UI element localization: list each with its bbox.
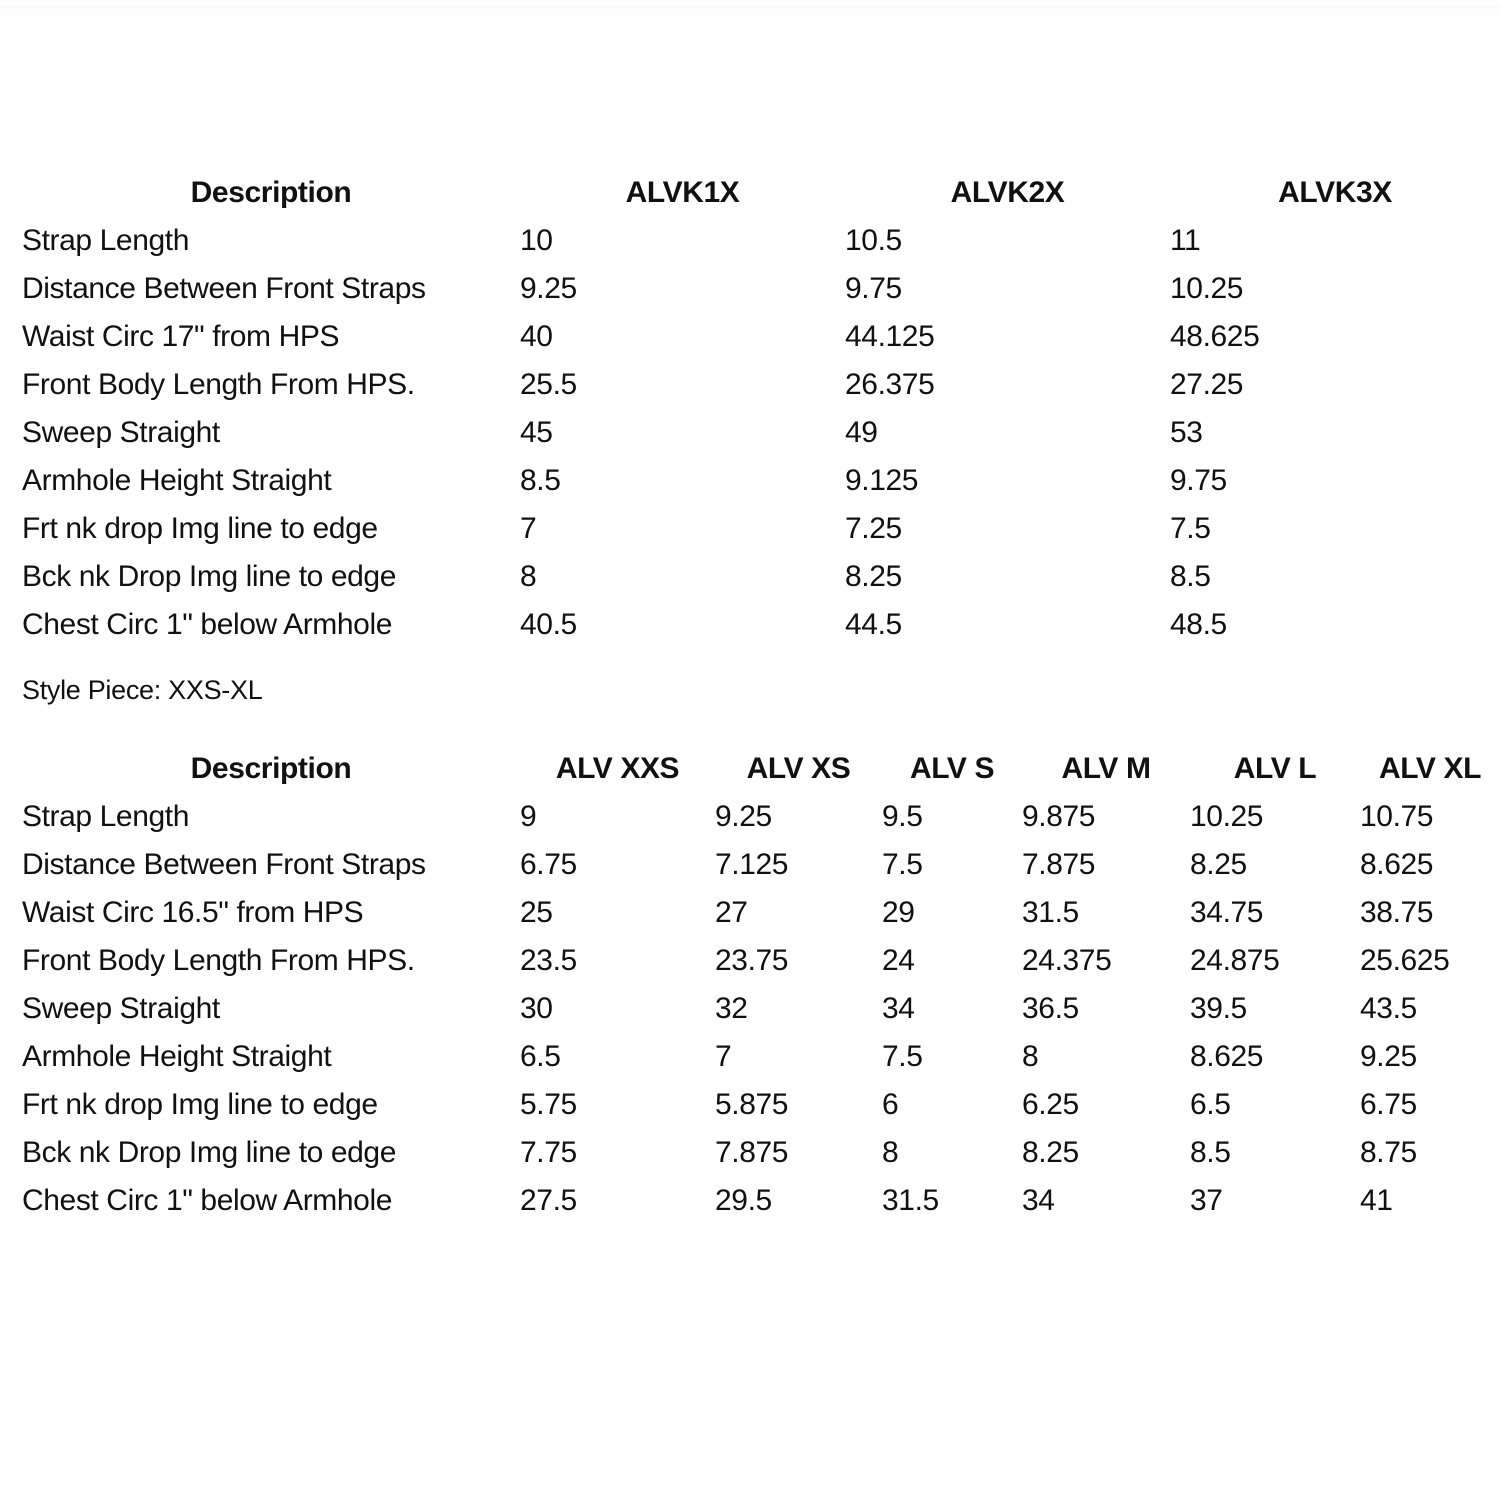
cell-value: 11 <box>1170 224 1201 257</box>
cell-value: 7.5 <box>882 1040 923 1073</box>
cell-value: 7.75 <box>520 1136 577 1169</box>
cell-value: 37 <box>1190 1184 1223 1217</box>
cell-value: 32 <box>715 992 748 1025</box>
cell-value: 7.5 <box>1170 512 1211 545</box>
column-header: Description <box>190 752 352 785</box>
cell-value: 38.75 <box>1360 896 1434 929</box>
column-header: ALVK3X <box>1278 176 1392 209</box>
cell-value: 44.5 <box>845 608 902 641</box>
cell-value: 43.5 <box>1360 992 1417 1025</box>
row-label: Bck nk Drop Img line to edge <box>22 1136 396 1169</box>
cell-value: 6.75 <box>520 848 577 881</box>
cell-value: 8.625 <box>1190 1040 1264 1073</box>
regular-size-measurement-table <box>0 745 1500 1225</box>
cell-value: 9.75 <box>845 272 902 305</box>
cell-value: 8 <box>520 560 537 593</box>
row-label: Chest Circ 1" below Armhole <box>22 1184 393 1217</box>
column-header: ALV XXS <box>555 752 680 785</box>
column-header: ALV S <box>909 752 995 785</box>
style-piece-label: Style Piece: XXS-XL <box>22 675 263 705</box>
cell-value: 34 <box>882 992 915 1025</box>
cell-value: 8 <box>1022 1040 1039 1073</box>
cell-value: 48.625 <box>1170 320 1260 353</box>
column-header: ALV XS <box>746 752 851 785</box>
cell-value: 53 <box>1170 416 1203 449</box>
cell-value: 7.875 <box>1022 848 1096 881</box>
cell-value: 29 <box>882 896 915 929</box>
row-label: Armhole Height Straight <box>22 464 332 497</box>
cell-value: 8 <box>882 1136 899 1169</box>
cell-value: 24 <box>882 944 915 977</box>
cell-value: 6.75 <box>1360 1088 1417 1121</box>
cell-value: 10 <box>520 224 553 257</box>
cell-value: 40 <box>520 320 553 353</box>
row-label: Front Body Length From HPS. <box>22 368 415 401</box>
column-header: ALV L <box>1233 752 1317 785</box>
cell-value: 8.625 <box>1360 848 1434 881</box>
cell-value: 27 <box>715 896 748 929</box>
column-header: ALV XL <box>1378 752 1482 785</box>
cell-value: 34.75 <box>1190 896 1264 929</box>
cell-value: 44.125 <box>845 320 935 353</box>
cell-value: 39.5 <box>1190 992 1247 1025</box>
cell-value: 40.5 <box>520 608 577 641</box>
row-label: Strap Length <box>22 224 189 257</box>
cell-value: 7.875 <box>715 1136 789 1169</box>
cell-value: 8.75 <box>1360 1136 1417 1169</box>
cell-value: 6.5 <box>520 1040 561 1073</box>
cell-value: 9.75 <box>1170 464 1227 497</box>
cell-value: 45 <box>520 416 553 449</box>
cell-value: 24.375 <box>1022 944 1112 977</box>
scan-artifact-band <box>0 6 1500 20</box>
row-label: Sweep Straight <box>22 416 220 449</box>
cell-value: 48.5 <box>1170 608 1227 641</box>
cell-value: 23.75 <box>715 944 789 977</box>
cell-value: 5.75 <box>520 1088 577 1121</box>
cell-value: 49 <box>845 416 878 449</box>
plus-size-measurement-table <box>0 169 1500 649</box>
cell-value: 26.375 <box>845 368 935 401</box>
cell-value: 9.125 <box>845 464 919 497</box>
row-label: Bck nk Drop Img line to edge <box>22 560 396 593</box>
cell-value: 8.5 <box>1170 560 1211 593</box>
row-label: Waist Circ 16.5" from HPS <box>22 896 364 929</box>
row-label: Distance Between Front Straps <box>22 272 426 305</box>
column-header: ALV M <box>1061 752 1151 785</box>
column-header: Description <box>190 176 352 209</box>
cell-value: 25.625 <box>1360 944 1450 977</box>
cell-value: 27.25 <box>1170 368 1244 401</box>
cell-value: 9.25 <box>715 800 772 833</box>
row-label: Sweep Straight <box>22 992 220 1025</box>
cell-value: 8.25 <box>845 560 902 593</box>
cell-value: 27.5 <box>520 1184 577 1217</box>
cell-value: 34 <box>1022 1184 1055 1217</box>
cell-value: 7.25 <box>845 512 902 545</box>
cell-value: 7 <box>520 512 537 545</box>
cell-value: 30 <box>520 992 553 1025</box>
cell-value: 10.75 <box>1360 800 1434 833</box>
cell-value: 23.5 <box>520 944 577 977</box>
cell-value: 6.25 <box>1022 1088 1079 1121</box>
cell-value: 10.5 <box>845 224 902 257</box>
cell-value: 10.25 <box>1190 800 1264 833</box>
cell-value: 9.5 <box>882 800 923 833</box>
cell-value: 25.5 <box>520 368 577 401</box>
cell-value: 31.5 <box>882 1184 939 1217</box>
cell-value: 24.875 <box>1190 944 1280 977</box>
cell-value: 9.875 <box>1022 800 1096 833</box>
cell-value: 6 <box>882 1088 899 1121</box>
row-label: Distance Between Front Straps <box>22 848 426 881</box>
cell-value: 8.5 <box>1190 1136 1231 1169</box>
cell-value: 7 <box>715 1040 732 1073</box>
row-label: Frt nk drop Img line to edge <box>22 512 378 545</box>
row-label: Strap Length <box>22 800 189 833</box>
cell-value: 9 <box>520 800 537 833</box>
row-label: Chest Circ 1" below Armhole <box>22 608 393 641</box>
cell-value: 7.125 <box>715 848 789 881</box>
row-label: Front Body Length From HPS. <box>22 944 415 977</box>
cell-value: 5.875 <box>715 1088 789 1121</box>
cell-value: 8.5 <box>520 464 561 497</box>
cell-value: 10.25 <box>1170 272 1244 305</box>
row-label: Waist Circ 17" from HPS <box>22 320 340 353</box>
cell-value: 8.25 <box>1022 1136 1079 1169</box>
cell-value: 6.5 <box>1190 1088 1231 1121</box>
cell-value: 9.25 <box>1360 1040 1417 1073</box>
column-header: ALVK2X <box>950 176 1065 209</box>
column-header: ALVK1X <box>625 176 740 209</box>
cell-value: 7.5 <box>882 848 923 881</box>
cell-value: 25 <box>520 896 553 929</box>
cell-value: 8.25 <box>1190 848 1247 881</box>
cell-value: 29.5 <box>715 1184 772 1217</box>
cell-value: 41 <box>1360 1184 1393 1217</box>
cell-value: 31.5 <box>1022 896 1079 929</box>
row-label: Armhole Height Straight <box>22 1040 332 1073</box>
cell-value: 9.25 <box>520 272 577 305</box>
cell-value: 36.5 <box>1022 992 1079 1025</box>
row-label: Frt nk drop Img line to edge <box>22 1088 378 1121</box>
